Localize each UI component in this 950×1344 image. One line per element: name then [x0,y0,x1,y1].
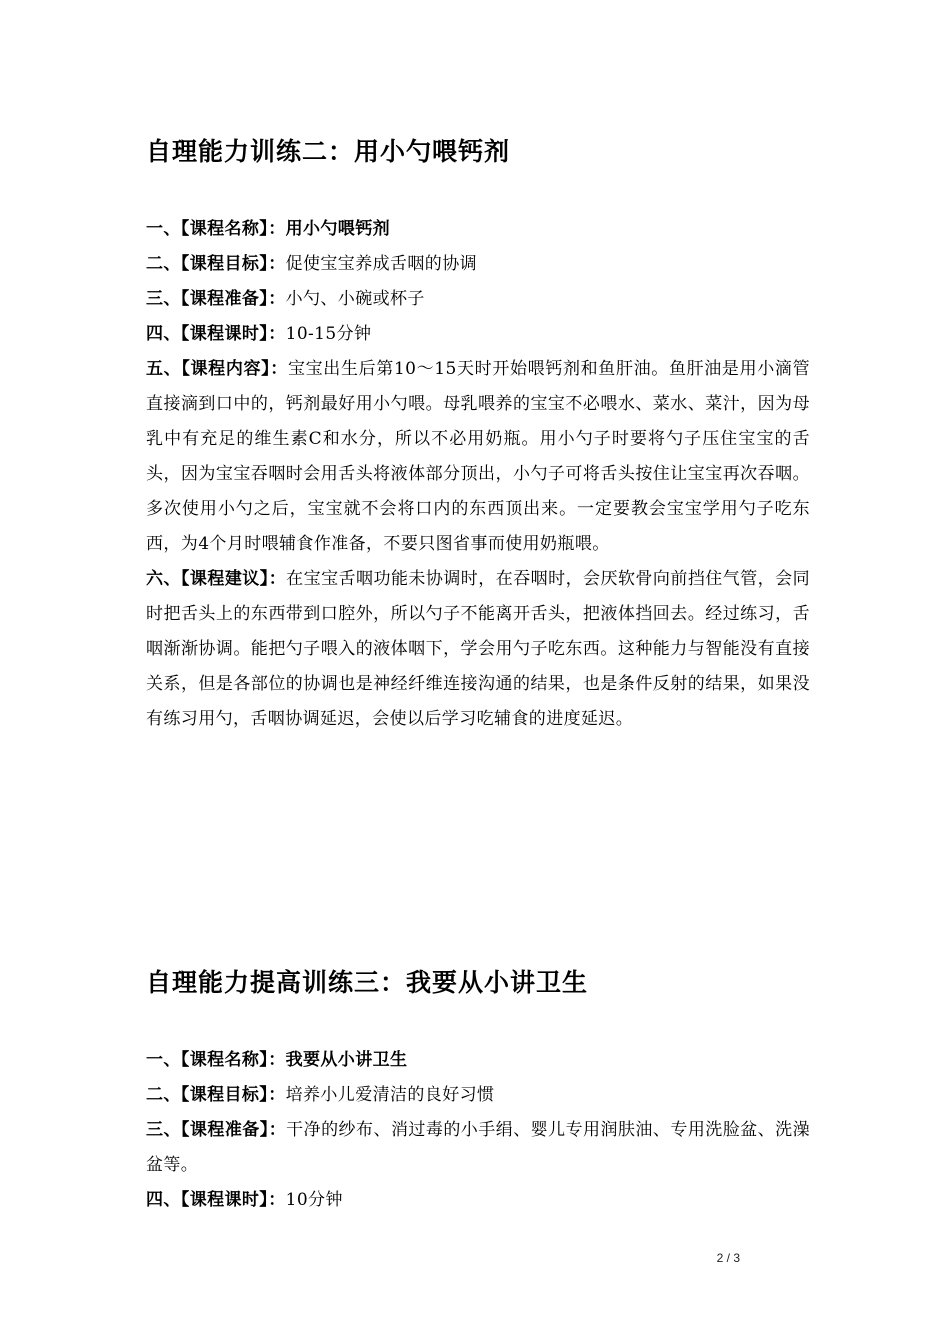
course-content-label: 五、【课程内容】： [146,359,288,379]
course-goal-item [146,1078,810,1113]
course-name-value: 我要从小讲卫生 [285,1050,408,1070]
course-duration-value: 10分钟 [285,1190,343,1210]
section-title-2: 自理能力提高训练三：我要从小讲卫生 [146,968,589,997]
course-goal-label: 二、【课程目标】： [146,1085,286,1105]
course-prep-item [146,282,810,317]
course-prep-label: 三、【课程准备】： [146,289,286,309]
course-duration-label: 四、【课程课时】： [146,1190,286,1210]
page-number: 2 / 3 [716,1251,740,1265]
course-prep-value: 小勺、小碗或杯子 [285,289,425,309]
course-name-value: 用小勺喂钙剂 [285,219,391,239]
course-duration-label: 四、【课程课时】： [146,324,286,344]
course-name-item [146,212,810,247]
course-prep-value: 干净的纱布、消过毒的小手绢、婴儿专用润肤油、专用洗脸盆、洗澡盆等。 [146,1120,810,1175]
section-title-1: 自理能力训练二：用小勺喂钙剂 [146,137,511,166]
course-advice-item [146,562,810,737]
course-prep-label: 三、【课程准备】： [146,1120,287,1140]
course-advice-label: 六、【课程建议】： [146,569,287,589]
course-name-item [146,1043,810,1078]
section-2-body [146,1043,810,1218]
course-name-label: 一、【课程名称】： [146,1050,286,1070]
section-1-body [146,212,810,737]
course-content-item [146,352,810,562]
course-advice-value: 在宝宝舌咽功能未协调时，在吞咽时，会厌软骨向前挡住气管，会同时把舌头上的东西带到口腔外，所以勺子不能离开舌头，把液体挡回去。经过练习，舌咽渐渐协调。能把勺子喂入的液体咽下，学会用勺子吃东西。这种能力与智能没有直接关系，但是各部位的协调也是神经纤维连接沟通的结果，也是条件反射的结果，如果没有练习用勺，舌咽协调延迟，会使以后学习吃辅食的进度延迟。 [146,569,810,729]
course-goal-label: 二、【课程目标】： [146,254,286,274]
course-goal-item [146,247,810,282]
course-duration-item [146,1183,810,1218]
course-content-value: 宝宝出生后第10～15天时开始喂钙剂和鱼肝油。鱼肝油是用小滴管直接滴到口中的，钙剂最好用小勺喂。母乳喂养的宝宝不必喂水、菜水、菜汁，因为母乳中有充足的维生素C和水分，所以不必用奶瓶。用小勺子时要将勺子压住宝宝的舌头，因为宝宝吞咽时会用舌头将液体部分顶出，小勺子可将舌头按住让宝宝再次吞咽。多次使用小勺之后，宝宝就不会将口内的东西顶出来。一定要教会宝宝学用勺子吃东西，为4个月时喂辅食作准备，不要只图省事而使用奶瓶喂。 [146,359,810,554]
course-name-label: 一、【课程名称】： [146,219,286,239]
course-prep-item [146,1113,810,1183]
course-duration-item [146,317,810,352]
course-goal-value: 促使宝宝养成舌咽的协调 [285,254,478,274]
course-duration-value: 10-15分钟 [285,324,372,344]
course-goal-value: 培养小儿爱清洁的良好习惯 [285,1085,495,1105]
